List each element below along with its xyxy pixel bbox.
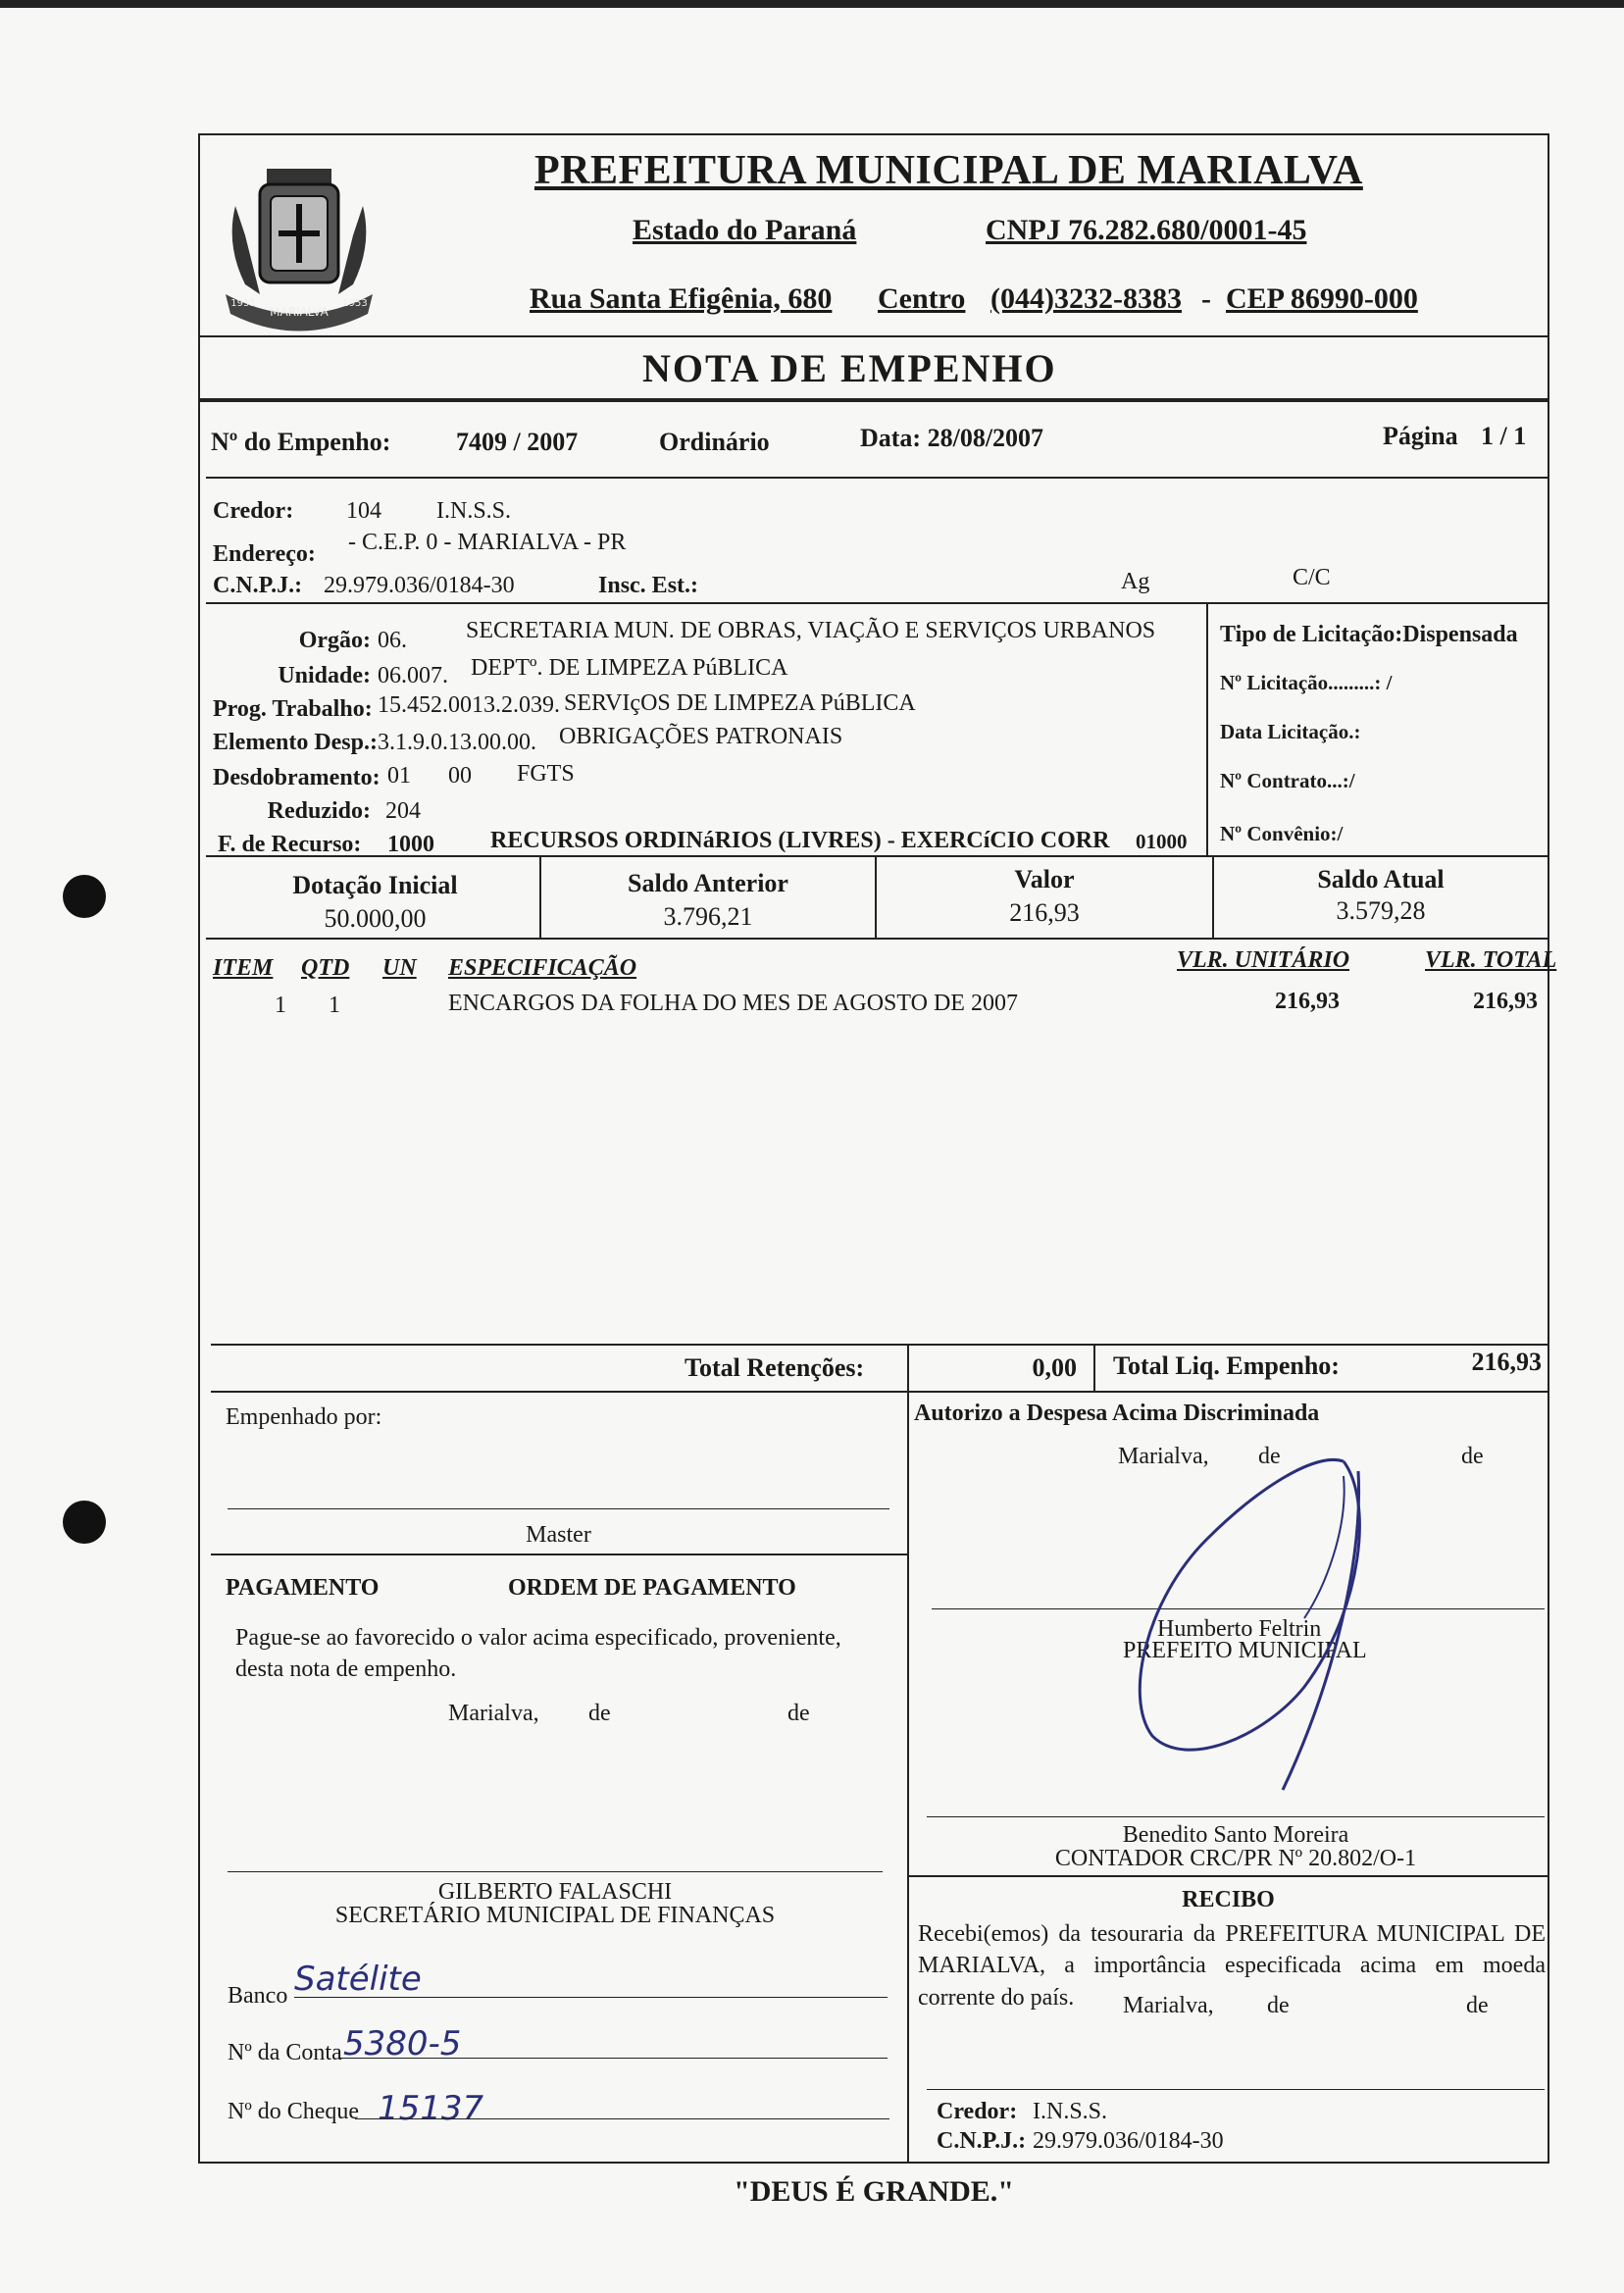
credor-code: 104: [346, 498, 381, 524]
total-liquido-label: Total Liq. Empenho:: [1113, 1351, 1340, 1380]
prog-label: Prog. Trabalho:: [213, 696, 373, 722]
contador-role: CONTADOR CRC/PR Nº 20.802/O-1: [1054, 1846, 1417, 1871]
page-number: 1 / 1: [1481, 422, 1527, 450]
footer-motto: "DEUS É GRANDE.": [734, 2175, 1014, 2208]
unidade-label: Unidade:: [278, 663, 371, 688]
numero-convenio: Nº Convênio:/: [1220, 822, 1344, 845]
recibo-credor-value: I.N.S.S.: [1033, 2099, 1108, 2124]
state-label: Estado do Paraná: [633, 214, 857, 246]
header-dash: -: [1201, 282, 1211, 315]
pagamento-city: Marialva,: [448, 1701, 539, 1726]
prog-code: 15.452.0013.2.039.: [378, 692, 560, 718]
secretario-name: GILBERTO FALASCHI: [437, 1879, 673, 1905]
fonte-label: F. de Recurso:: [218, 832, 362, 857]
unidade-code: 06.007.: [378, 663, 448, 688]
elemento-label: Elemento Desp.:: [213, 730, 378, 755]
row-total: 216,93: [1473, 989, 1538, 1014]
rule: [907, 1875, 1549, 1877]
desdobramento-name: FGTS: [517, 761, 575, 787]
elemento-code: 3.1.9.0.13.00.00.: [378, 730, 536, 755]
empenho-number: 7409 / 2007: [456, 428, 579, 456]
saldo-atual-value: 3.579,28: [1336, 896, 1426, 925]
crest-year-right: 1953: [342, 298, 368, 309]
empenhado-signer: Master: [526, 1522, 591, 1548]
ordem-pagamento-label: ORDEM DE PAGAMENTO: [508, 1575, 796, 1601]
rule-vertical: [1093, 1344, 1095, 1391]
empenho-label: Nº do Empenho:: [211, 428, 391, 456]
ag-label: Ag: [1121, 569, 1150, 594]
recibo-credor-label: Credor:: [937, 2099, 1018, 2124]
cheque-label: Nº do Cheque: [228, 2099, 360, 2124]
numero-contrato: Nº Contrato...:/: [1220, 769, 1355, 792]
reduzido-code: 204: [385, 798, 421, 824]
total-liquido-value: 216,93: [1471, 1348, 1542, 1376]
orgao-code: 06.: [378, 628, 407, 653]
rule-vertical: [907, 1344, 909, 1391]
rule: [206, 938, 1549, 940]
endereco-value: - C.E.P. 0 - MARIALVA - PR: [348, 530, 627, 555]
pagamento-de2: de: [787, 1701, 810, 1726]
prog-name: SERVIçOS DE LIMPEZA PúBLICA: [564, 690, 916, 716]
punch-hole-bottom: [63, 1501, 106, 1544]
recibo-de1: de: [1267, 1993, 1290, 2018]
pagamento-de1: de: [588, 1701, 611, 1726]
cheque-value: 15137: [378, 2089, 484, 2128]
page-label: Página: [1383, 422, 1458, 450]
banco-label: Banco: [228, 1983, 288, 2009]
crest-year-left: 1951: [230, 298, 256, 309]
signature-line: [927, 2089, 1545, 2090]
endereco-label: Endereço:: [213, 541, 316, 567]
signature-line: [228, 1508, 889, 1509]
autorizo-label: Autorizo a Despesa Acima Discriminada: [914, 1401, 1320, 1426]
crest-banner-text: MARIALVA: [270, 305, 329, 319]
cc-label: C/C: [1293, 565, 1331, 590]
numero-licitacao: Nº Licitação.........: /: [1220, 671, 1393, 694]
fonte-name: RECURSOS ORDINáRIOS (LIVRES) - EXERCíCIO CORR: [490, 828, 1110, 853]
autorizo-city: Marialva,: [1118, 1444, 1209, 1469]
desdobramento-code1: 01: [387, 763, 411, 789]
recibo-de2: de: [1466, 1993, 1489, 2018]
secretario-role: SECRETÁRIO MUNICIPAL DE FINANÇAS: [334, 1903, 776, 1928]
prefeito-role: PREFEITO MUNICIPAL: [1123, 1638, 1367, 1663]
saldo-atual-label: Saldo Atual: [1317, 865, 1445, 893]
banco-value: Satélite: [294, 1960, 422, 1999]
dotacao-inicial-label: Dotação Inicial: [292, 871, 458, 899]
prefeito-name: Humberto Feltrin: [1157, 1616, 1322, 1642]
col-header-unitario: VLR. UNITÁRIO: [1177, 947, 1350, 973]
orgao-name: SECRETARIA MUN. DE OBRAS, VIAÇÃO E SERVIÇOS URBANOS: [466, 618, 1156, 643]
pagamento-text: Pague-se ao favorecido o valor acima especificado, proveniente, desta nota de empenho.: [235, 1625, 841, 1683]
col-header-total: VLR. TOTAL: [1425, 947, 1557, 973]
header-district: Centro: [878, 282, 966, 315]
signature-line: [228, 1871, 883, 1872]
header-cep: CEP 86990-000: [1226, 282, 1418, 315]
orgao-label: Orgão:: [298, 628, 371, 653]
row-item: 1: [275, 993, 286, 1018]
rule: [206, 602, 1549, 604]
col-header-qtd: QTD: [301, 955, 350, 981]
desdobramento-label: Desdobramento:: [213, 765, 381, 790]
recibo-cnpj-value: 29.979.036/0184-30: [1033, 2128, 1224, 2154]
row-especificacao: ENCARGOS DA FOLHA DO MES DE AGOSTO DE 2007: [448, 991, 1018, 1016]
col-header-un: UN: [382, 955, 417, 981]
credor-name: I.N.S.S.: [436, 498, 512, 524]
tipo-licitacao: Tipo de Licitação:Dispensada: [1220, 622, 1518, 647]
rule: [198, 398, 1549, 402]
contador-name: Benedito Santo Moreira: [1122, 1822, 1349, 1848]
rule-vertical: [907, 1391, 909, 2164]
row-unitario: 216,93: [1275, 989, 1340, 1014]
header-cnpj: CNPJ 76.282.680/0001-45: [986, 214, 1307, 246]
dotacao-inicial-value: 50.000,00: [324, 904, 427, 933]
header-address: Rua Santa Efigênia, 680: [530, 282, 833, 315]
rule: [211, 1344, 1549, 1346]
prefeito-signature-icon: [1118, 1442, 1393, 1805]
rule: [198, 335, 1549, 337]
rule: [211, 1391, 1549, 1393]
saldo-anterior-value: 3.796,21: [663, 902, 753, 931]
total-retencoes-value: 0,00: [1032, 1353, 1077, 1382]
fonte-code: 1000: [387, 832, 434, 857]
fonte-code2: 01000: [1136, 830, 1188, 853]
recibo-text: Recebi(emos) da tesouraria da PREFEITURA MUNICIPAL DE MARIALVA, a importância especificada acima em moeda corrente do país.: [918, 1921, 1546, 2011]
recibo-cnpj-label: C.N.P.J.:: [937, 2128, 1027, 2154]
total-retencoes-label: Total Retenções:: [685, 1353, 865, 1382]
page-title: PREFEITURA MUNICIPAL DE MARIALVA: [534, 148, 1363, 193]
form-line: [294, 1997, 888, 1998]
col-header-especificacao: ESPECIFICAÇÃO: [448, 955, 637, 981]
punch-hole-top: [63, 875, 106, 918]
rule: [211, 1554, 907, 1555]
doc-title: NOTA DE EMPENHO: [642, 346, 1057, 390]
empenho-type: Ordinário: [659, 428, 770, 456]
scan-edge: [0, 0, 1624, 8]
reduzido-label: Reduzido:: [267, 798, 371, 824]
table-row: [206, 989, 1549, 1024]
desdobramento-code2: 00: [448, 763, 472, 789]
credor-label: Credor:: [213, 498, 294, 524]
col-header-item: ITEM: [213, 955, 274, 981]
rule: [206, 855, 1549, 857]
insc-est-label: Insc. Est.:: [598, 573, 699, 598]
municipal-crest-icon: [206, 147, 392, 333]
recibo-label: RECIBO: [1182, 1887, 1275, 1912]
credor-cnpj: 29.979.036/0184-30: [324, 573, 515, 598]
saldo-anterior-label: Saldo Anterior: [628, 869, 788, 897]
pagamento-label: PAGAMENTO: [226, 1575, 380, 1601]
form-line: [355, 2118, 889, 2119]
form-line: [338, 2058, 888, 2059]
valor-value: 216,93: [1009, 898, 1080, 927]
valor-label: Valor: [1014, 865, 1075, 893]
conta-value: 5380-5: [343, 2024, 462, 2064]
header-phone: (044)3232-8383: [990, 282, 1182, 315]
recibo-city: Marialva,: [1123, 1993, 1214, 2018]
unidade-name: DEPTº. DE LIMPEZA PúBLICA: [471, 655, 788, 681]
autorizo-de2: de: [1461, 1444, 1484, 1469]
data-licitacao: Data Licitação.:: [1220, 720, 1361, 743]
conta-label: Nº da Conta: [228, 2040, 342, 2065]
row-qtd: 1: [329, 993, 340, 1018]
signature-line: [927, 1816, 1545, 1817]
autorizo-de1: de: [1258, 1444, 1281, 1469]
rule: [206, 477, 1549, 479]
empenhado-label: Empenhado por:: [226, 1404, 382, 1430]
empenho-date: Data: 28/08/2007: [860, 424, 1044, 452]
credor-cnpj-label: C.N.P.J.:: [213, 573, 303, 598]
elemento-name: OBRIGAÇÕES PATRONAIS: [559, 724, 843, 749]
rule-vertical: [1206, 602, 1208, 855]
